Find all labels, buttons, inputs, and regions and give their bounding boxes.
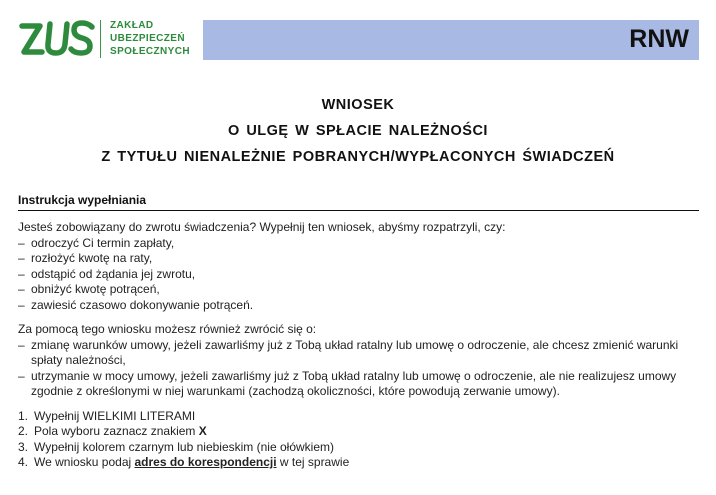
option-item: – rozłożyć kwotę na raty,: [18, 251, 703, 267]
option-item: – odroczyć Ci termin zapłaty,: [18, 236, 703, 252]
step-mark: X: [198, 424, 207, 438]
title-line-3: Z TYTUŁU NIENALEŻNIE POBRANYCH/WYPŁACONYCH ŚWIADCZEŃ: [101, 149, 615, 165]
step-text: w tej sprawie: [276, 455, 350, 469]
step-text: Pola wyboru zaznacz znakiem: [34, 424, 199, 438]
logo-divider: [100, 20, 101, 58]
step-number: 4.: [18, 455, 29, 469]
intro-text: Jesteś zobowiązany do zwrotu świadczenia? Wypełnij ten wniosek, abyśmy rozpatrzyli, czy:: [18, 220, 506, 234]
step-number: 3.: [18, 439, 29, 454]
step-number: 1.: [18, 408, 29, 423]
step-emphasis: adres do korespondencji: [134, 455, 277, 469]
org-line-1: ZAKŁAD: [110, 20, 154, 31]
step-item: [18, 424, 703, 440]
step-item: [18, 455, 703, 471]
instructions-body: [18, 220, 703, 471]
step-text: Wypełnij WIELKIMI LITERAMI: [34, 408, 196, 423]
form-code-banner: [203, 20, 699, 60]
org-line-3: SPOŁECZNYCH: [110, 46, 190, 57]
option-item: – obniżyć kwotę potrąceń,: [18, 282, 703, 298]
org-line-2: UBEZPIECZEŃ: [110, 33, 185, 44]
option-item: – odstąpić od żądania jej zwrotu,: [18, 267, 703, 283]
step-item: [18, 409, 703, 425]
instructions-heading: Instrukcja wypełniania: [18, 193, 147, 207]
option-item: – zawiesić czasowo dokonywanie potrąceń.: [18, 298, 703, 314]
heading-divider: [18, 210, 699, 211]
step-number: 2.: [18, 424, 29, 438]
step-item: [18, 440, 703, 456]
form-code: RNW: [629, 25, 689, 53]
zus-logo-icon: [18, 18, 96, 60]
title-line-1: WNIOSEK: [321, 97, 395, 113]
zus-logo: [18, 18, 208, 62]
title-line-2: O ULGĘ W SPŁACIE NALEŻNOŚCI: [228, 123, 488, 139]
also-option-item: – zmianę warunków umowy, jeżeli zawarliśmy już z Tobą układ ratalny lub umowę o odroczenie, ale chcesz zmienić warunki spłaty należności,: [18, 338, 703, 369]
also-intro-text: Za pomocą tego wniosku możesz również zwrócić się o:: [18, 322, 317, 336]
step-text: We wniosku podaj: [34, 455, 135, 469]
organization-name: [110, 19, 190, 58]
also-option-item: – utrzymanie w mocy umowy, jeżeli zawarliśmy już z Tobą układ ratalny lub umowę o odroczenie, ale nie realizujesz umowy zgodnie z określonymi w niej warunkami (zachodzą okoliczności, które powodują zerwanie umowy).: [18, 369, 703, 400]
step-text: Wypełnij kolorem czarnym lub niebieskim (nie ołówkiem): [34, 439, 334, 454]
